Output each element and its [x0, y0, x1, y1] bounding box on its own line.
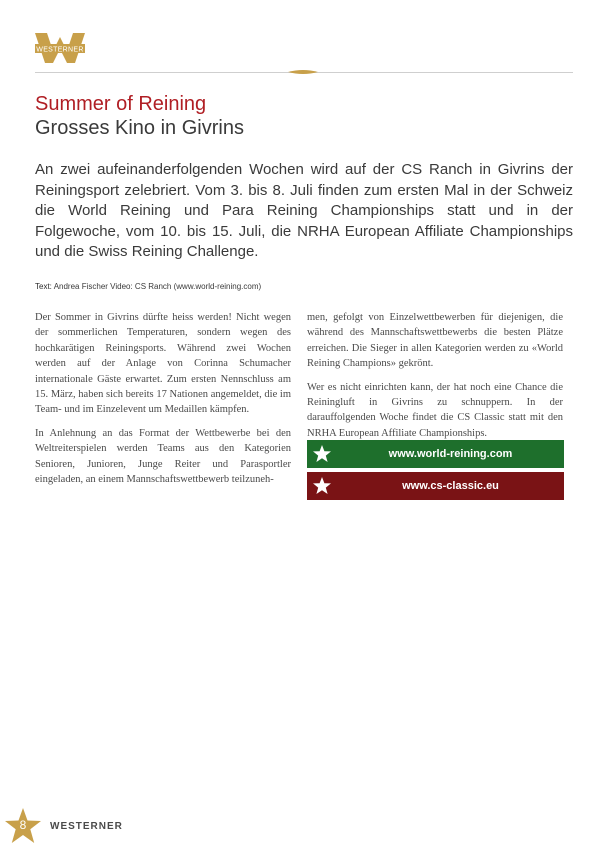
body-column-left — [35, 310, 291, 495]
star-icon — [312, 476, 332, 496]
body-column-right — [307, 310, 563, 449]
paragraph: men, gefolgt von Einzelwettbewerben für diejenigen, die während des Mannschaftswettbewerbs die besten Plätze erreichen. Die Sieger in allen Kategorien werden zu «World Reining Champions» gekrönt. — [307, 312, 563, 370]
page-number: 8 — [19, 818, 27, 832]
link-cs-classic[interactable] — [307, 472, 564, 500]
star-icon — [312, 444, 332, 464]
credit-text: Andrea Fischer Video: CS Ranch (www.world-reining.com) — [53, 282, 262, 291]
paragraph: Wer es nicht einrichten kann, der hat noch eine Chance die Reiningluft in Givrins zu schnuppern. In der darauffolgenden Woche findet die CS Classic statt mit den NRHA European Affiliate Championships. — [307, 381, 563, 439]
credit-label: Text: — [35, 282, 52, 291]
article-title: Summer of Reining — [35, 93, 207, 115]
divider-ornament — [288, 69, 318, 75]
link-world-reining[interactable] — [307, 440, 564, 468]
footer-brand: WESTERNER — [50, 821, 123, 832]
svg-text:WESTERNER: WESTERNER — [36, 46, 84, 54]
westerner-logo — [35, 33, 85, 63]
link-label[interactable]: www.world-reining.com — [388, 448, 513, 460]
link-label[interactable]: www.cs-classic.eu — [402, 480, 499, 492]
article-credit — [35, 282, 261, 291]
paragraph: In Anlehnung an das Format der Wettbewerbe bei den Weltreiterspielen werden Teams aus den Kategorien Senioren, Junioren, Junge Reiter und Parasportler eingeladen, an einem Mannschaftswettbewerb teilzuneh- — [35, 427, 291, 486]
article-subtitle: Grosses Kino in Givrins — [35, 117, 244, 139]
paragraph: Der Sommer in Givrins dürfte heiss werden! Nicht wegen der sommerlichen Temperaturen, sondern wegen des hochkarätigen Reiningsports. Während zwei Wochen werden auf der Anlage von Corinna Schumacher internationale Gäste erwartet. Zum ersten Nennschluss am 15. März, haben sich bereits 17 Nationen angemeldet, die im Team- und im Einzelevent um Medaillen kämpfen. — [35, 312, 291, 416]
article-lead: An zwei aufeinanderfolgenden Wochen wird auf der CS Ranch in Givrins der Reiningsport zelebriert. Vom 3. bis 8. Juli finden zum ersten Mal in der Schweiz die World Reining und Para Reining Championships statt und in der Folgewoche, vom 10. bis 15. Juli, die NRHA European Affiliate Championships und die Swiss Reining Challenge. — [35, 161, 573, 260]
